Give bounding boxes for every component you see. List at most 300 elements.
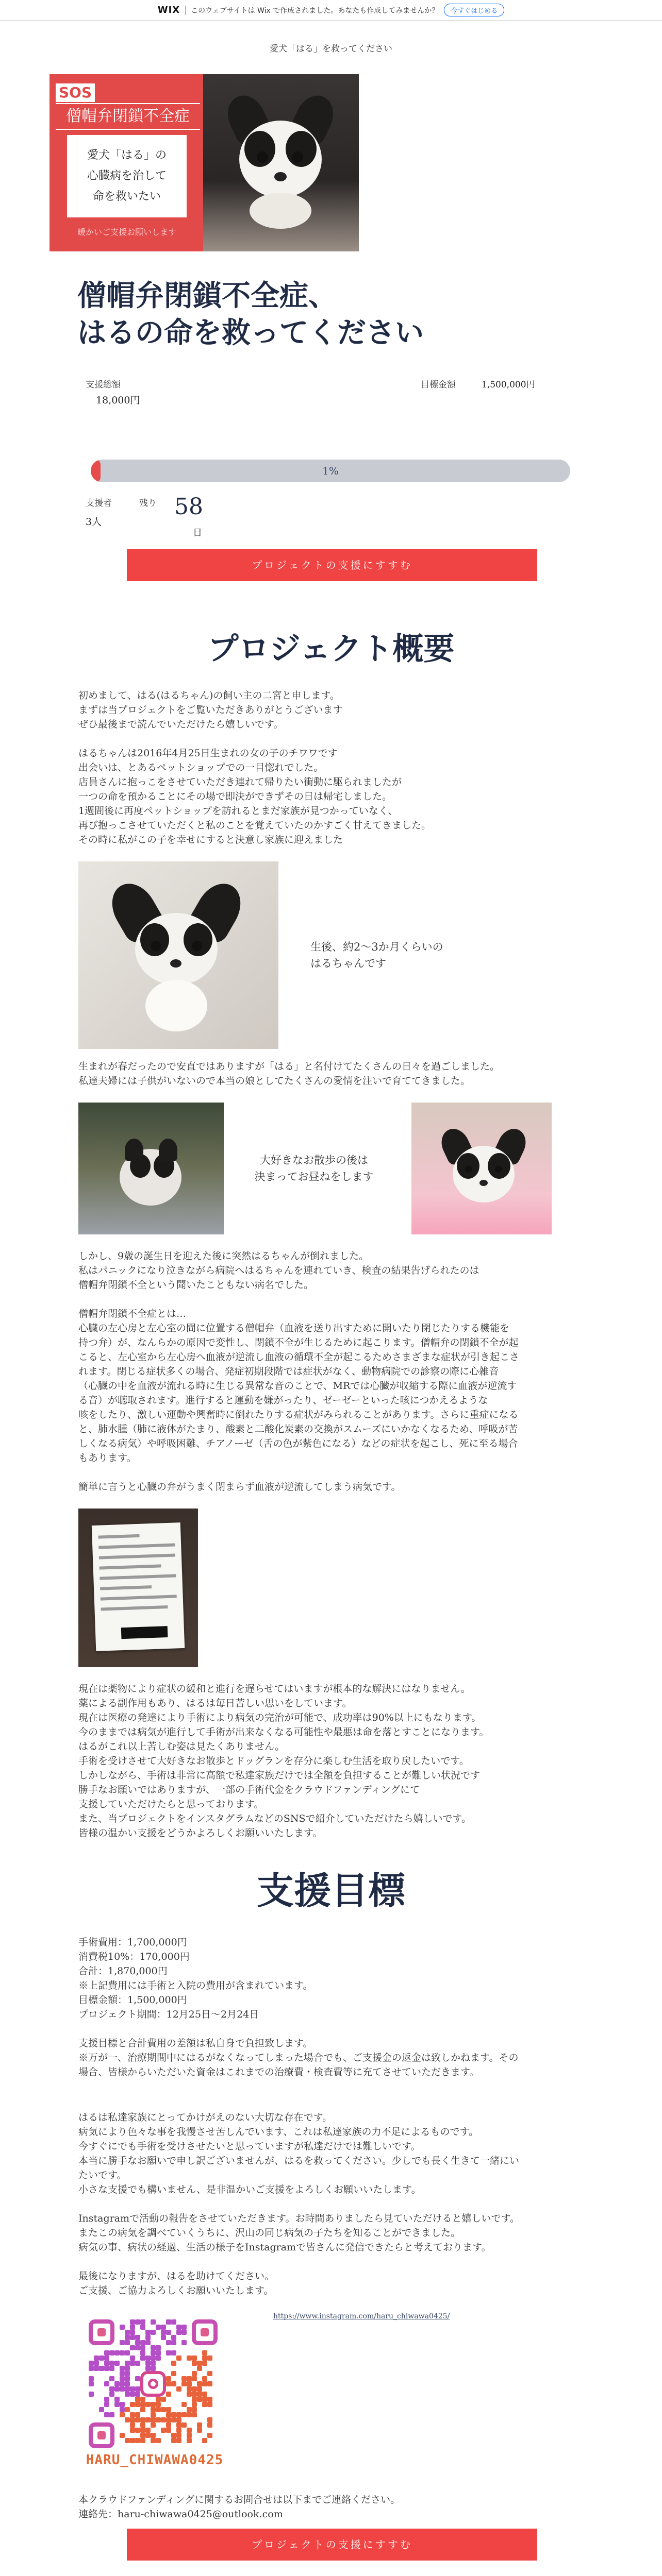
wix-banner-message: このウェブサイトは Wix で作成されました。あなたも作成してみませんか？ bbox=[191, 6, 439, 15]
caption-line: 大好きなお散歩の後は bbox=[260, 1154, 368, 1166]
text-line: ぜひ最後まで読んでいただけたら嬉しいです。 bbox=[78, 719, 284, 730]
qr-module bbox=[135, 2417, 140, 2422]
qr-module bbox=[104, 2412, 109, 2417]
qr-module bbox=[202, 2397, 207, 2402]
qr-module bbox=[140, 2428, 145, 2433]
text-line: （心臓の中を血液が流れる時に生じる異常な音のことで、MRでは心臓が収縮する際に血液が逆流す bbox=[78, 1380, 517, 1392]
qr-module bbox=[156, 2350, 161, 2355]
qr-module bbox=[125, 2371, 130, 2376]
qr-module bbox=[135, 2386, 140, 2392]
instagram-icon bbox=[140, 2371, 166, 2397]
caption-line: はるちゃんです bbox=[310, 957, 386, 970]
qr-module bbox=[120, 2402, 125, 2407]
qr-module bbox=[125, 2438, 130, 2443]
caption-line: 決まってお昼ねをします bbox=[254, 1171, 374, 1183]
qr-module bbox=[120, 2381, 125, 2386]
qr-module bbox=[171, 2417, 176, 2422]
qr-module bbox=[176, 2325, 181, 2330]
qr-module bbox=[125, 2381, 130, 2386]
qr-module bbox=[176, 2417, 181, 2422]
qr-module bbox=[181, 2330, 187, 2335]
qr-module bbox=[135, 2340, 140, 2345]
qr-module bbox=[120, 2386, 125, 2392]
qr-module bbox=[140, 2417, 145, 2422]
funding-stats bbox=[0, 351, 662, 490]
text-line: こると、左心室から左心房へ血液が逆流し血液の循環不全が起こるためさまざまな症状が引き起こさ bbox=[78, 1351, 520, 1363]
qr-module bbox=[151, 2350, 156, 2355]
qr-module bbox=[176, 2422, 181, 2428]
site-title: 愛犬「はる」を救ってください bbox=[270, 43, 392, 54]
qr-module bbox=[99, 2407, 104, 2412]
qr-module bbox=[120, 2407, 125, 2412]
qr-module bbox=[135, 2438, 140, 2443]
qr-module bbox=[151, 2407, 156, 2412]
qr-module bbox=[192, 2392, 197, 2397]
qr-module bbox=[130, 2402, 135, 2407]
qr-module bbox=[114, 2350, 120, 2355]
qr-module bbox=[130, 2412, 135, 2417]
qr-module bbox=[207, 2422, 212, 2428]
text-line: はるちゃんは2016年4月25日生まれの女の子のチワワです bbox=[78, 748, 338, 759]
qr-module bbox=[171, 2319, 176, 2325]
qr-module bbox=[161, 2335, 166, 2340]
project-title-line: はるの命を救ってください bbox=[77, 316, 424, 350]
qr-module bbox=[125, 2376, 130, 2381]
qr-module bbox=[140, 2325, 145, 2330]
qr-module bbox=[145, 2402, 151, 2407]
qr-module bbox=[202, 2392, 207, 2397]
qr-module bbox=[151, 2330, 156, 2335]
walk-photo bbox=[78, 1103, 224, 1234]
qr-module bbox=[130, 2355, 135, 2361]
qr-module bbox=[114, 2361, 120, 2366]
text-line: プロジェクト期間：12月25日〜2月24日 bbox=[78, 2009, 259, 2020]
qr-module bbox=[197, 2361, 202, 2366]
qr-module bbox=[94, 2366, 99, 2371]
text-line: ※上記費用には手術と入院の費用が含まれています。 bbox=[78, 1980, 313, 1991]
qr-module bbox=[135, 2412, 140, 2417]
qr-module bbox=[104, 2397, 109, 2402]
text-line: またこの病気を調べていくうちに、沢山の同じ病気の子たちを知ることができました。 bbox=[78, 2227, 461, 2239]
qr-module bbox=[130, 2319, 135, 2325]
goal-closing bbox=[78, 2110, 594, 2197]
qr-module bbox=[130, 2422, 135, 2428]
qr-module bbox=[140, 2402, 145, 2407]
qr-module bbox=[135, 2392, 140, 2397]
walk-dog-figure bbox=[120, 1139, 181, 1206]
qr-module bbox=[145, 2428, 151, 2433]
qr-module bbox=[197, 2392, 202, 2397]
qr-module bbox=[156, 2417, 161, 2422]
qr-module bbox=[171, 2335, 176, 2340]
overview-story-1 bbox=[78, 746, 594, 847]
qr-module bbox=[151, 2319, 156, 2325]
qr-module bbox=[125, 2361, 130, 2366]
text-line: 簡単に言うと心臓の弁がうまく閉まらず血液が逆流してしまう病気です。 bbox=[78, 1481, 401, 1493]
support-project-button-bottom[interactable]: プロジェクトの支援にすすむ bbox=[127, 2529, 537, 2561]
wix-logo[interactable]: WIX bbox=[157, 5, 180, 15]
qr-module bbox=[125, 2335, 130, 2340]
overview-story-3 bbox=[78, 1249, 594, 1292]
text-line: 私はパニックになり泣きながら病院へはるちゃんを連れていき、検査の結果告げられたのは bbox=[78, 1265, 479, 1276]
text-line: る音）が聴取されます。進行すると運動を嫌がったり、ゼーゼーといった咳につかえるような bbox=[78, 1395, 488, 1406]
qr-module bbox=[89, 2376, 94, 2381]
qr-module bbox=[187, 2381, 192, 2386]
qr-module bbox=[99, 2355, 104, 2361]
text-line: 現在は薬物により症状の緩和と進行を遅らせてはいますが根本的な解決にはなりません。 bbox=[78, 1683, 471, 1694]
qr-module bbox=[120, 2371, 125, 2376]
text-line: 初めまして、はる(はるちゃん)の飼い主の二宮と申します。 bbox=[78, 690, 340, 701]
qr-module bbox=[109, 2392, 114, 2397]
hero-card-line: 愛犬「はる」の bbox=[87, 149, 167, 162]
goal-title: 支援目標 bbox=[256, 1869, 405, 1912]
goal-costs bbox=[78, 1935, 594, 2022]
qr-module bbox=[135, 2402, 140, 2407]
text-line: 消費税10%：170,000円 bbox=[78, 1951, 190, 1962]
qr-module bbox=[166, 2422, 171, 2428]
qr-module bbox=[114, 2386, 120, 2392]
contact-info bbox=[78, 2493, 594, 2521]
qr-module bbox=[156, 2397, 161, 2402]
raised-value: 18,000円 bbox=[96, 395, 140, 406]
qr-module bbox=[120, 2433, 125, 2438]
goal-note bbox=[78, 2036, 594, 2079]
qr-module bbox=[187, 2386, 192, 2392]
text-line: ※万が一、治療期間中にはるがなくなってしまった場合でも、ご支援金の返金は致しかねます。その bbox=[78, 2052, 519, 2063]
qr-module bbox=[171, 2412, 176, 2417]
qr-module bbox=[130, 2330, 135, 2335]
supporters-value: 3人 bbox=[86, 516, 102, 528]
goal-instagram-text bbox=[78, 2211, 594, 2255]
qr-module bbox=[171, 2371, 176, 2376]
qr-module bbox=[161, 2397, 166, 2402]
text-line: 生まれが春だったので安直ではありますが「はる」と名付けてたくさんの日々を過ごしました。 bbox=[78, 1061, 500, 1072]
qr-finder-top-right bbox=[192, 2319, 218, 2345]
qr-module bbox=[125, 2407, 130, 2412]
qr-module bbox=[171, 2350, 176, 2355]
qr-module bbox=[135, 2428, 140, 2433]
qr-module bbox=[140, 2345, 145, 2350]
text-line: 咳をしたり、激しい運動や興奮時に倒れたりする症状がみられることがあります。さらに重症になる bbox=[78, 1409, 519, 1420]
qr-module bbox=[120, 2325, 125, 2330]
text-line: 今すぐにでも手術を受けさせたいと思っていますが私達だけでは難しいです。 bbox=[78, 2141, 421, 2152]
qr-module bbox=[207, 2397, 212, 2402]
qr-module bbox=[181, 2376, 187, 2381]
qr-module bbox=[104, 2350, 109, 2355]
qr-module bbox=[192, 2376, 197, 2381]
puppy-figure bbox=[114, 882, 238, 1031]
qr-module bbox=[181, 2412, 187, 2417]
qr-module bbox=[166, 2417, 171, 2422]
text-line: 場合、皆様からいただいた資金はこれまでの治療費・検査費等に充てさせていただきます。 bbox=[78, 2066, 479, 2078]
medical-document bbox=[92, 1522, 185, 1651]
qr-module bbox=[151, 2438, 156, 2443]
text-line: 病気により色々な事を我慢させ苦しんでいます、これは私達家族の力不足によるものです。 bbox=[78, 2126, 478, 2138]
wix-banner bbox=[0, 0, 662, 21]
qr-module bbox=[161, 2325, 166, 2330]
text-line: 本当に勝手なお願いで申し訳ございませんが、はるを救ってください。少しでも長く生きて一緒にい bbox=[78, 2155, 520, 2166]
text-line: 一つの命を預かることにその場で即決ができずその日は帰宅しました。 bbox=[78, 791, 392, 802]
qr-module bbox=[166, 2392, 171, 2397]
goal-body bbox=[78, 1935, 594, 2298]
nap-photo bbox=[411, 1103, 552, 1234]
qr-module bbox=[135, 2345, 140, 2350]
project-title bbox=[77, 277, 662, 351]
qr-module bbox=[120, 2376, 125, 2381]
hero-dog-photo bbox=[203, 74, 359, 251]
qr-finder-top-left bbox=[89, 2319, 114, 2345]
qr-module bbox=[207, 2402, 212, 2407]
qr-module bbox=[176, 2428, 181, 2433]
qr-module bbox=[187, 2412, 192, 2417]
text-line: 現在は医療の発達により手術により病気の完治が可能で、成功率は90%以上にもなります。 bbox=[78, 1712, 482, 1723]
nap-dog-figure bbox=[442, 1128, 525, 1206]
qr-module bbox=[135, 2361, 140, 2366]
qr-module bbox=[166, 2319, 171, 2325]
qr-module bbox=[151, 2366, 156, 2371]
qr-module bbox=[130, 2361, 135, 2366]
qr-module bbox=[156, 2345, 161, 2350]
qr-module bbox=[140, 2350, 145, 2355]
qr-module bbox=[176, 2433, 181, 2438]
puppy-photo bbox=[78, 861, 278, 1049]
qr-module bbox=[151, 2402, 156, 2407]
qr-module bbox=[181, 2340, 187, 2345]
qr-module bbox=[94, 2355, 99, 2361]
qr-module bbox=[104, 2361, 109, 2366]
qr-module bbox=[89, 2381, 94, 2386]
qr-module bbox=[135, 2319, 140, 2325]
wix-divider bbox=[185, 6, 186, 15]
qr-module bbox=[140, 2355, 145, 2361]
overview-intro bbox=[78, 688, 594, 732]
support-project-button[interactable]: プロジェクトの支援にすすむ bbox=[127, 549, 537, 581]
qr-module bbox=[109, 2361, 114, 2366]
qr-module bbox=[89, 2392, 94, 2397]
goal-label: 目標金額 bbox=[421, 380, 456, 390]
qr-module bbox=[151, 2417, 156, 2422]
qr-module bbox=[187, 2355, 192, 2361]
qr-module bbox=[120, 2366, 125, 2371]
qr-module bbox=[114, 2397, 120, 2402]
overview-disease-explanation bbox=[78, 1307, 594, 1465]
qr-module bbox=[207, 2371, 212, 2376]
text-line: と、肺水腫（肺に液体がたまり、酸素と二酸化炭素の交換がスムーズにいかなくなるため、呼吸が苦 bbox=[78, 1423, 518, 1435]
qr-account-label: HARU_CHIWAWA0425 bbox=[86, 2452, 224, 2468]
qr-module bbox=[151, 2412, 156, 2417]
qr-module bbox=[197, 2397, 202, 2402]
qr-module bbox=[192, 2407, 197, 2412]
goal-value: 1,500,000円 bbox=[482, 380, 535, 390]
qr-module bbox=[145, 2361, 151, 2366]
qr-module bbox=[166, 2407, 171, 2412]
text-line: 手術を受けさせて大好きなお散歩とドッグランを存分に楽しむ生活を取り戻したいです。 bbox=[78, 1755, 469, 1767]
qr-module bbox=[109, 2366, 114, 2371]
qr-module bbox=[104, 2355, 109, 2361]
qr-module bbox=[202, 2376, 207, 2381]
qr-module bbox=[145, 2433, 151, 2438]
text-line: 心臓の左心房と左心室の間に位置する僧帽弁（血液を送り出すために開いたり閉じたりする機能を bbox=[78, 1323, 510, 1334]
text-line: その時に私がこの子を幸せにすると決意し家族に迎えました bbox=[78, 834, 343, 845]
qr-module bbox=[109, 2386, 114, 2392]
text-line: 支援していただけたらと思っております。 bbox=[78, 1799, 264, 1810]
qr-module bbox=[125, 2366, 130, 2371]
qr-module bbox=[114, 2402, 120, 2407]
text-line: 目標金額：1,500,000円 bbox=[78, 1994, 187, 2006]
text-line: 皆様の温かい支援をどうかよろしくお願いいたします。 bbox=[78, 1827, 323, 1839]
qr-module bbox=[99, 2366, 104, 2371]
qr-module bbox=[140, 2422, 145, 2428]
overview-title: プロジェクト概要 bbox=[207, 631, 455, 667]
qr-module bbox=[151, 2433, 156, 2438]
remaining-label: 残り bbox=[139, 498, 157, 509]
qr-module bbox=[181, 2402, 187, 2407]
text-line: 今のままでは病気が進行して手術が出来なくなる可能性や最悪は命を落とすことになります。 bbox=[78, 1726, 489, 1738]
text-line: 薬による副作用もあり、はるは毎日苦しい思いをしています。 bbox=[78, 1698, 352, 1709]
text-line: 再び抱っこさせていただくと私のことを覚えていたのかすごく甘えてきました。 bbox=[78, 820, 432, 831]
text-line: 支援目標と合計費用の差額は私自身で負担致します。 bbox=[78, 2038, 313, 2049]
qr-module bbox=[156, 2438, 161, 2443]
funding-stats-secondary bbox=[0, 490, 662, 578]
qr-module bbox=[181, 2381, 187, 2386]
goal-final-message bbox=[78, 2269, 594, 2298]
qr-module bbox=[187, 2433, 192, 2438]
hero-card-line: 心臓病を治して bbox=[87, 170, 167, 182]
text-line: 僧帽弁閉鎖不全症とは… bbox=[78, 1308, 187, 1319]
sos-badge: SOS bbox=[56, 83, 95, 102]
qr-module bbox=[161, 2417, 166, 2422]
text-line: 店員さんに抱っこをさせていただき連れて帰りたい衝動に駆られましたが bbox=[78, 776, 402, 788]
text-line: 連絡先：haru-chiwawa0425@outlook.com bbox=[78, 2509, 283, 2520]
qr-module bbox=[161, 2330, 166, 2335]
qr-module bbox=[145, 2330, 151, 2335]
qr-module bbox=[181, 2325, 187, 2330]
qr-module bbox=[161, 2428, 166, 2433]
document-photo-row bbox=[78, 1509, 662, 1667]
puppy-caption bbox=[310, 939, 443, 972]
instagram-link[interactable]: https://www.instagram.com/haru_chiwawa0425/ bbox=[273, 2312, 450, 2320]
overview-body-3 bbox=[78, 1249, 594, 1494]
qr-module bbox=[192, 2386, 197, 2392]
qr-module bbox=[207, 2433, 212, 2438]
qr-module bbox=[151, 2345, 156, 2350]
overview-summary bbox=[78, 1480, 594, 1494]
qr-module bbox=[202, 2350, 207, 2355]
text-line: ご支援、ご協力よろしくお願いいたします。 bbox=[78, 2285, 274, 2296]
hero-message-card bbox=[67, 135, 187, 217]
qr-module bbox=[187, 2392, 192, 2397]
overview-story-6 bbox=[78, 1682, 594, 1840]
qr-module bbox=[171, 2438, 176, 2443]
qr-module bbox=[130, 2335, 135, 2340]
qr-module bbox=[125, 2386, 130, 2392]
qr-module bbox=[145, 2417, 151, 2422]
text-line: しくなる病気）や呼吸困難、チアノーゼ（舌の色が紫色になる）などの症状を起こし、死に至る場合 bbox=[78, 1438, 518, 1449]
qr-module bbox=[202, 2381, 207, 2386]
qr-module bbox=[166, 2340, 171, 2345]
qr-module bbox=[145, 2340, 151, 2345]
qr-module bbox=[176, 2386, 181, 2392]
days-remaining: 58 bbox=[174, 494, 203, 520]
qr-module bbox=[151, 2355, 156, 2361]
qr-module bbox=[187, 2438, 192, 2443]
text-line: 私達夫婦には子供がいないので本当の娘としてたくさんの愛情を注いで育ててきました。 bbox=[78, 1075, 471, 1087]
qr-module bbox=[197, 2422, 202, 2428]
text-line: 出会いは、とあるペットショップでの一目惚れでした。 bbox=[78, 762, 324, 773]
text-line: 手術費用：1,700,000円 bbox=[78, 1937, 187, 1948]
qr-module bbox=[135, 2376, 140, 2381]
text-line: 本クラウドファンディングに関するお問合せは以下までご連絡ください。 bbox=[78, 2494, 401, 2505]
qr-module bbox=[125, 2392, 130, 2397]
progress-percent: 1% bbox=[322, 465, 339, 477]
qr-module bbox=[151, 2361, 156, 2366]
instagram-qr-code[interactable] bbox=[89, 2319, 218, 2448]
photo-row-walk bbox=[78, 1103, 662, 1234]
qr-module bbox=[197, 2381, 202, 2386]
qr-module bbox=[202, 2355, 207, 2361]
qr-module bbox=[187, 2428, 192, 2433]
qr-module bbox=[145, 2335, 151, 2340]
qr-module bbox=[176, 2355, 181, 2361]
qr-module bbox=[130, 2417, 135, 2422]
qr-module bbox=[130, 2325, 135, 2330]
qr-finder-bottom-left bbox=[89, 2422, 114, 2448]
text-line: しかし、9歳の誕生日を迎えた後に突然はるちゃんが倒れました。 bbox=[78, 1250, 369, 1262]
qr-module bbox=[156, 2325, 161, 2330]
qr-module bbox=[192, 2402, 197, 2407]
qr-module bbox=[171, 2340, 176, 2345]
qr-module bbox=[187, 2407, 192, 2412]
qr-module bbox=[140, 2319, 145, 2325]
text-line: もあります。 bbox=[78, 1452, 137, 1464]
overview-body-2 bbox=[78, 1059, 594, 1088]
hero-red-panel bbox=[49, 74, 204, 251]
qr-module bbox=[130, 2392, 135, 2397]
hero-banner bbox=[49, 74, 359, 251]
qr-module bbox=[109, 2412, 114, 2417]
qr-module bbox=[130, 2386, 135, 2392]
qr-module bbox=[125, 2340, 130, 2345]
overview-story-2 bbox=[78, 1059, 594, 1088]
days-unit: 日 bbox=[193, 528, 202, 538]
qr-module bbox=[166, 2412, 171, 2417]
qr-module bbox=[207, 2381, 212, 2386]
qr-module bbox=[125, 2417, 130, 2422]
qr-module bbox=[171, 2433, 176, 2438]
text-line: 1週間後に再度ペットショップを訪れるとまだ家族が見つかっていなく、 bbox=[78, 805, 398, 817]
text-line: Instagramで活動の報告をさせていただきます。お時間ありましたら見ていただけると嬉しいです。 bbox=[78, 2213, 520, 2224]
text-line: れます。閉じる症状多くの場合、発症初期段階では症状がなく、動物病院での診察の際に心雑音 bbox=[78, 1366, 499, 1377]
qr-module bbox=[140, 2397, 145, 2402]
medical-document-photo bbox=[78, 1509, 198, 1667]
qr-module bbox=[166, 2376, 171, 2381]
hero-note: 暖かいご支援お願いします bbox=[77, 227, 176, 237]
wix-start-button[interactable]: 今すぐはじめる bbox=[444, 4, 504, 16]
text-line: 僧帽弁閉鎖不全という聞いたこともない病名でした。 bbox=[78, 1279, 314, 1291]
qr-module bbox=[202, 2361, 207, 2366]
qr-module bbox=[140, 2407, 145, 2412]
qr-module bbox=[156, 2355, 161, 2361]
qr-module bbox=[104, 2402, 109, 2407]
qr-module bbox=[176, 2330, 181, 2335]
progress-bar bbox=[91, 460, 570, 482]
hero-disease-name: 僧帽弁閉鎖不全症 bbox=[56, 103, 200, 130]
qr-module bbox=[120, 2412, 125, 2417]
caption-line: 生後、約2〜3か月くらいの bbox=[310, 941, 443, 953]
text-line: 小さな支援でも構いません、是非温かいご支援をよろしくお願いいたします。 bbox=[78, 2184, 421, 2195]
qr-module bbox=[130, 2345, 135, 2350]
qr-module bbox=[125, 2330, 130, 2335]
